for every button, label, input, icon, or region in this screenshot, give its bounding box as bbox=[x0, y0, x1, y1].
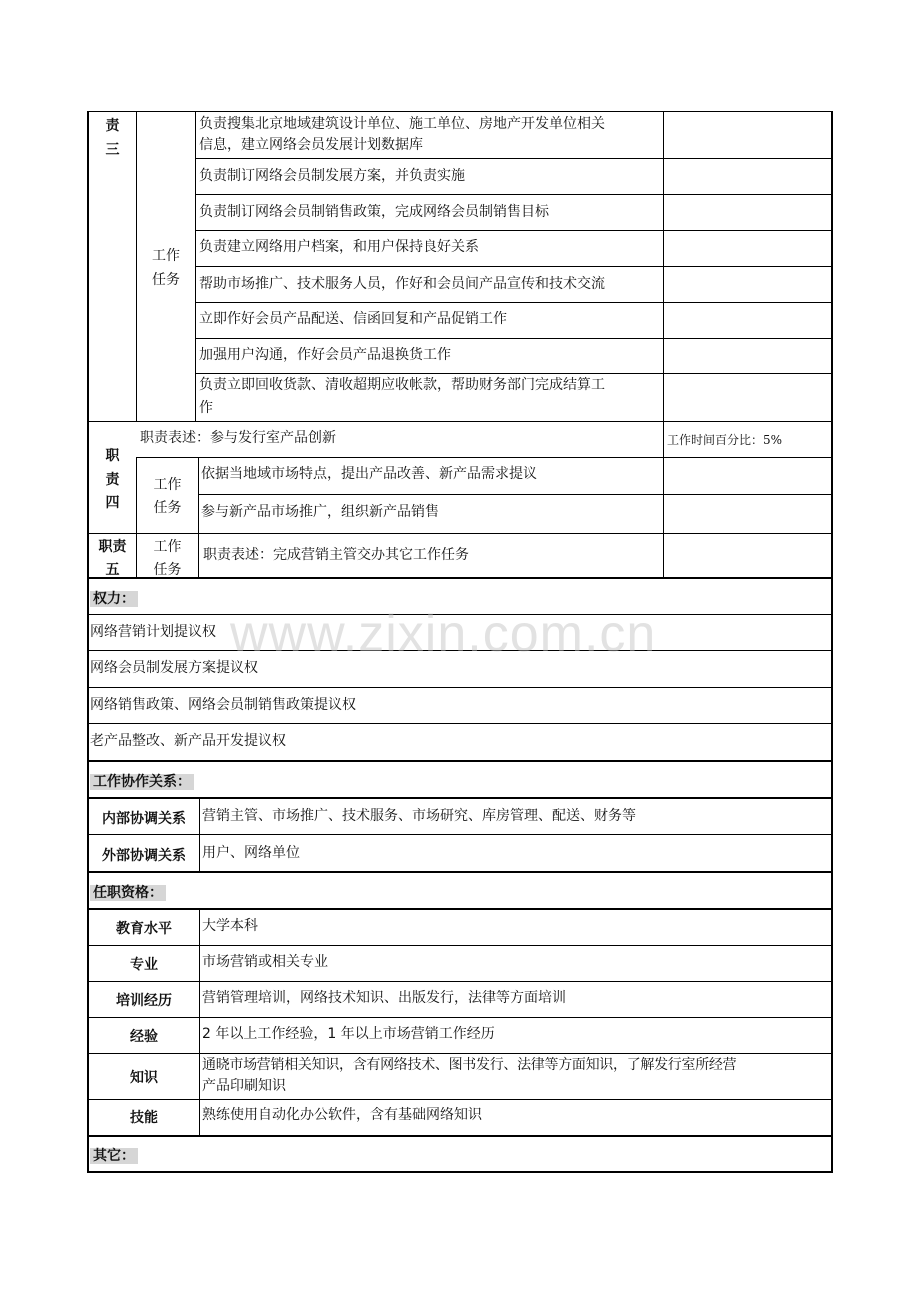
duty5-description: 职责表述：完成营销主管交办其它工作任务 bbox=[203, 547, 469, 563]
external-relations-value: 用户、网络单位 bbox=[202, 845, 300, 861]
other-heading-text: 其它： bbox=[90, 1148, 138, 1164]
relations-heading-text: 工作协作关系： bbox=[90, 774, 194, 790]
border bbox=[87, 760, 833, 762]
border bbox=[195, 373, 832, 374]
education-value: 大学本科 bbox=[202, 918, 258, 934]
border bbox=[87, 577, 833, 579]
experience-label: 经验 bbox=[130, 1029, 158, 1045]
border bbox=[195, 158, 832, 159]
other-heading bbox=[90, 1146, 138, 1166]
duty4-task-2: 参与新产品市场推广，组织新产品销售 bbox=[201, 504, 439, 520]
internal-relations-value: 营销主管、市场推广、技术服务、市场研究、库房管理、配送、财务等 bbox=[202, 808, 636, 824]
duty4-task-label-1: 工作 bbox=[153, 477, 182, 493]
border bbox=[87, 533, 833, 534]
border bbox=[199, 798, 200, 872]
duty5-label-2: 五 bbox=[105, 562, 120, 577]
qualifications-heading-text: 任职资格： bbox=[90, 885, 166, 901]
border bbox=[831, 111, 833, 1173]
major-label: 专业 bbox=[130, 957, 158, 973]
duty4-label-2: 责 bbox=[105, 472, 120, 488]
skills-label: 技能 bbox=[130, 1110, 158, 1126]
authority-heading-text: 权力： bbox=[90, 591, 138, 607]
authority-item-2: 网络会员制发展方案提议权 bbox=[90, 660, 258, 676]
authority-heading bbox=[90, 589, 138, 609]
border bbox=[136, 111, 137, 421]
border bbox=[199, 909, 200, 1136]
duty3-label-2: 三 bbox=[105, 142, 120, 158]
education-label: 教育水平 bbox=[116, 921, 172, 937]
duty3-task-1: 负责搜集北京地域建筑设计单位、施工单位、房地产开发单位相关 bbox=[199, 116, 605, 132]
experience-value: 2 年以上工作经验，1 年以上市场营销工作经历 bbox=[202, 1026, 495, 1042]
duty3-task-6: 立即作好会员产品配送、信函回复和产品促销工作 bbox=[199, 311, 507, 327]
border bbox=[136, 457, 832, 458]
duty4-task-1: 依据当地域市场特点，提出产品改善、新产品需求提议 bbox=[201, 466, 537, 482]
duty3-label-1: 责 bbox=[105, 118, 120, 134]
duty3-task-5: 帮助市场推广、技术服务人员，作好和会员间产品宣传和技术交流 bbox=[199, 276, 605, 292]
duty4-label-3: 四 bbox=[105, 495, 120, 511]
knowledge-label: 知识 bbox=[130, 1070, 158, 1086]
watermark: www.zixin.com.cn bbox=[230, 605, 657, 663]
duty4-task-label-2: 任务 bbox=[153, 500, 182, 516]
duty5-task-label-1: 工作 bbox=[153, 539, 182, 555]
authority-item-4: 老产品整改、新产品开发提议权 bbox=[90, 733, 286, 749]
border bbox=[198, 533, 199, 578]
border bbox=[136, 457, 137, 533]
border bbox=[87, 687, 833, 688]
external-relations-label: 外部协调关系 bbox=[102, 848, 186, 864]
duty3-task-8: 负责立即回收货款、清收超期应收帐款，帮助财务部门完成结算工 bbox=[199, 377, 605, 393]
border bbox=[87, 1171, 833, 1173]
border bbox=[195, 194, 832, 195]
duty3-task-4: 负责建立网络用户档案，和用户保持良好关系 bbox=[199, 239, 479, 255]
internal-relations-label: 内部协调关系 bbox=[102, 811, 186, 827]
border bbox=[195, 266, 832, 267]
qualifications-heading bbox=[90, 883, 166, 903]
border bbox=[87, 421, 833, 422]
training-value: 营销管理培训，网络技术知识、出版发行，法律等方面培训 bbox=[202, 990, 566, 1006]
border bbox=[198, 457, 199, 533]
border bbox=[87, 111, 833, 112]
border bbox=[195, 230, 832, 231]
authority-item-3: 网络销售政策、网络会员制销售政策提议权 bbox=[90, 697, 356, 713]
skills-value: 熟练使用自动化办公软件，含有基础网络知识 bbox=[202, 1107, 482, 1123]
relations-heading bbox=[90, 772, 194, 792]
border bbox=[87, 111, 89, 1173]
duty3-task-label-1: 工作 bbox=[152, 248, 180, 264]
duty3-task-2: 负责制订网络会员制发展方案，并负责实施 bbox=[199, 168, 465, 184]
duty3-task-7: 加强用户沟通，作好会员产品退换货工作 bbox=[199, 347, 451, 363]
duty5-task-label-2: 任务 bbox=[153, 562, 182, 577]
knowledge-value: 通晓市场营销相关知识，含有网络技术、图书发行、法律等方面知识，了解发行室所经营 bbox=[202, 1057, 737, 1073]
duty3-task-label-2: 任务 bbox=[152, 272, 180, 288]
duty3-task-8-cont: 作 bbox=[199, 400, 213, 416]
duty3-task-3: 负责制订网络会员制销售政策，完成网络会员制销售目标 bbox=[199, 204, 549, 220]
duty4-time-percentage: 工作时间百分比：5% bbox=[667, 433, 783, 447]
border bbox=[198, 494, 832, 495]
border bbox=[87, 723, 833, 724]
duty3-task-1-cont: 信息，建立网络会员发展计划数据库 bbox=[199, 137, 423, 153]
duty5-label-1: 职责 bbox=[98, 539, 127, 555]
training-label: 培训经历 bbox=[116, 993, 172, 1009]
knowledge-value-cont: 产品印刷知识 bbox=[202, 1078, 286, 1094]
duty4-label-1: 职 bbox=[105, 448, 120, 464]
border bbox=[195, 338, 832, 339]
border bbox=[195, 302, 832, 303]
authority-item-1: 网络营销计划提议权 bbox=[90, 624, 216, 640]
major-value: 市场营销或相关专业 bbox=[202, 954, 328, 970]
duty4-description: 职责表述：参与发行室产品创新 bbox=[140, 430, 336, 446]
border bbox=[663, 111, 664, 578]
